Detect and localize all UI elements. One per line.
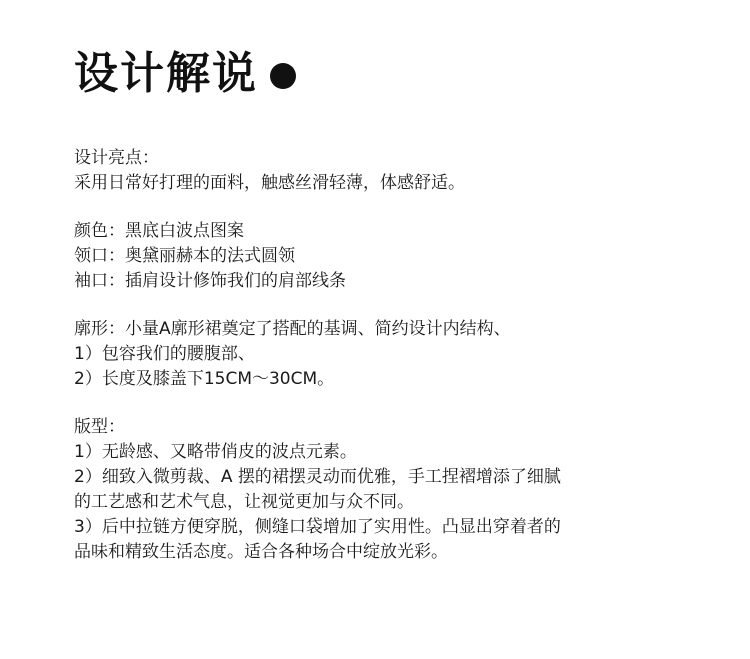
color-line: 颜色：黑底白波点图案	[74, 221, 244, 241]
highlights-heading: 设计亮点：	[74, 148, 159, 168]
silhouette-point-2: 2）长度及膝盖下15CM～30CM。	[74, 369, 335, 389]
section-details	[74, 219, 714, 294]
fit-point-3: 3）后中拉链方便穿脱，侧缝口袋增加了实用性。凸显出穿着者的	[74, 517, 561, 537]
highlights-text: 采用日常好打理的面料，触感丝滑轻薄，体感舒适。	[74, 173, 465, 193]
fit-point-1: 1）无龄感、又略带俏皮的波点元素。	[74, 442, 357, 462]
fit-point-2-cont: 的工艺感和艺术气息，让视觉更加与众不同。	[74, 492, 414, 512]
sleeve-line: 袖口：插肩设计修饰我们的肩部线条	[74, 271, 346, 291]
fit-heading: 版型：	[74, 417, 125, 437]
title-row	[74, 44, 296, 104]
fit-point-2: 2）细致入微剪裁、A 摆的裙摆灵动而优雅，手工捏褶增添了细腻	[74, 467, 561, 487]
section-silhouette	[74, 317, 714, 392]
section-highlights	[74, 146, 714, 196]
fit-point-3-cont: 品味和精致生活态度。适合各种场合中绽放光彩。	[74, 542, 448, 562]
section-fit	[74, 415, 714, 565]
title-bullet-dot	[270, 63, 296, 89]
page-title: 设计解说	[74, 48, 258, 99]
silhouette-line: 廓形：小量A廓形裙奠定了搭配的基调、简约设计内结构、	[74, 319, 511, 339]
collar-line: 领口：奥黛丽赫本的法式圆领	[74, 246, 295, 266]
description-body	[74, 146, 714, 588]
silhouette-point-1: 1）包容我们的腰腹部、	[74, 344, 255, 364]
